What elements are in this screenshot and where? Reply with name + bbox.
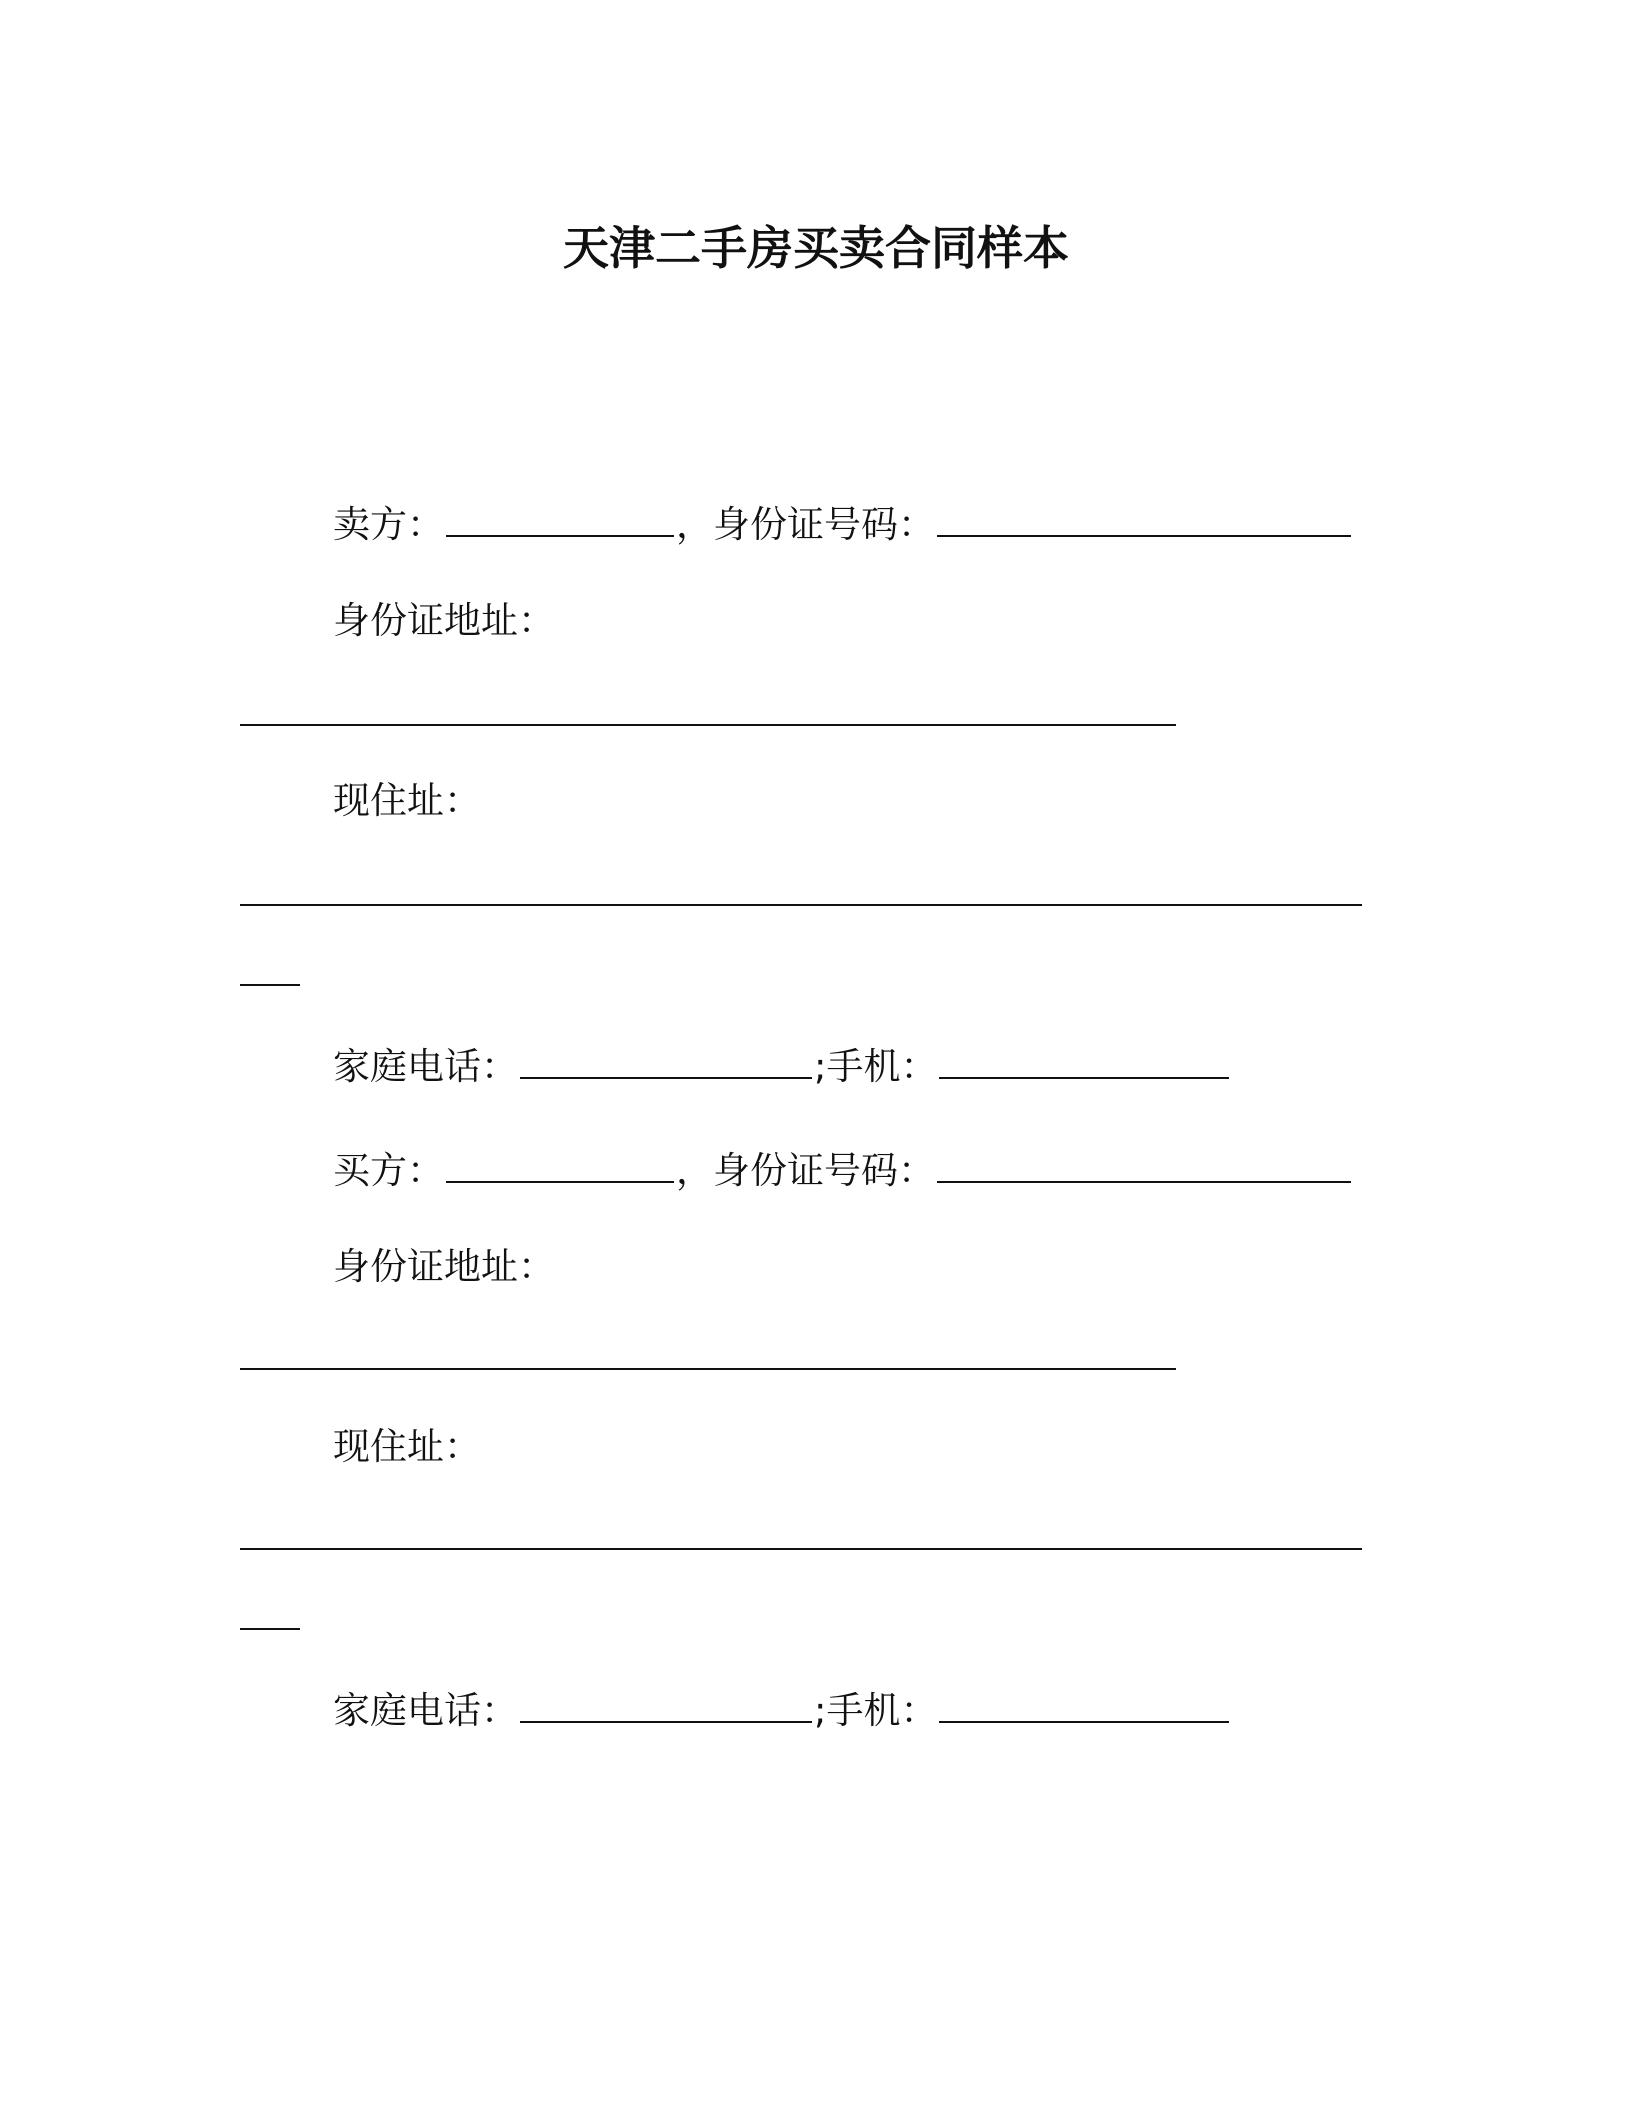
seller-mobile-blank[interactable] <box>939 1047 1229 1079</box>
buyer-id-address-label: 身份证地址： <box>333 1245 555 1288</box>
buyer-current-address-blank-cont[interactable] <box>240 1628 300 1630</box>
buyer-mobile-label: ;手机： <box>814 1689 938 1732</box>
seller-phone-line <box>333 1042 1231 1092</box>
buyer-current-address-blank[interactable] <box>240 1548 1362 1550</box>
buyer-name-line <box>333 1146 1353 1196</box>
seller-name-blank[interactable] <box>446 505 674 537</box>
buyer-id-address-blank[interactable] <box>240 1368 1176 1370</box>
buyer-name-blank[interactable] <box>446 1151 674 1183</box>
buyer-current-address-line <box>333 1422 481 1472</box>
seller-id-blank[interactable] <box>937 505 1351 537</box>
seller-home-phone-blank[interactable] <box>520 1047 812 1079</box>
seller-id-address-label: 身份证地址： <box>333 599 555 642</box>
buyer-home-phone-blank[interactable] <box>520 1691 812 1723</box>
buyer-mobile-blank[interactable] <box>939 1691 1229 1723</box>
seller-home-phone-label: 家庭电话： <box>333 1045 518 1088</box>
seller-current-address-label: 现住址： <box>333 779 481 822</box>
seller-id-address-line <box>333 596 555 646</box>
buyer-id-address-line <box>333 1242 555 1292</box>
document-title: 天津二手房买卖合同样本 <box>563 221 1069 275</box>
buyer-id-blank[interactable] <box>937 1151 1351 1183</box>
seller-name-label: 卖方： <box>333 503 444 546</box>
seller-name-line <box>333 500 1353 550</box>
seller-id-address-blank[interactable] <box>240 724 1176 726</box>
buyer-phone-line <box>333 1686 1231 1736</box>
buyer-id-label: ，身份证号码： <box>676 1149 935 1192</box>
buyer-name-label: 买方： <box>333 1149 444 1192</box>
buyer-home-phone-label: 家庭电话： <box>333 1689 518 1732</box>
seller-current-address-blank-cont[interactable] <box>240 984 300 986</box>
buyer-current-address-label: 现住址： <box>333 1425 481 1468</box>
seller-current-address-line <box>333 776 481 826</box>
seller-mobile-label: ;手机： <box>814 1045 938 1088</box>
seller-id-label: ，身份证号码： <box>676 503 935 546</box>
seller-current-address-blank[interactable] <box>240 904 1362 906</box>
